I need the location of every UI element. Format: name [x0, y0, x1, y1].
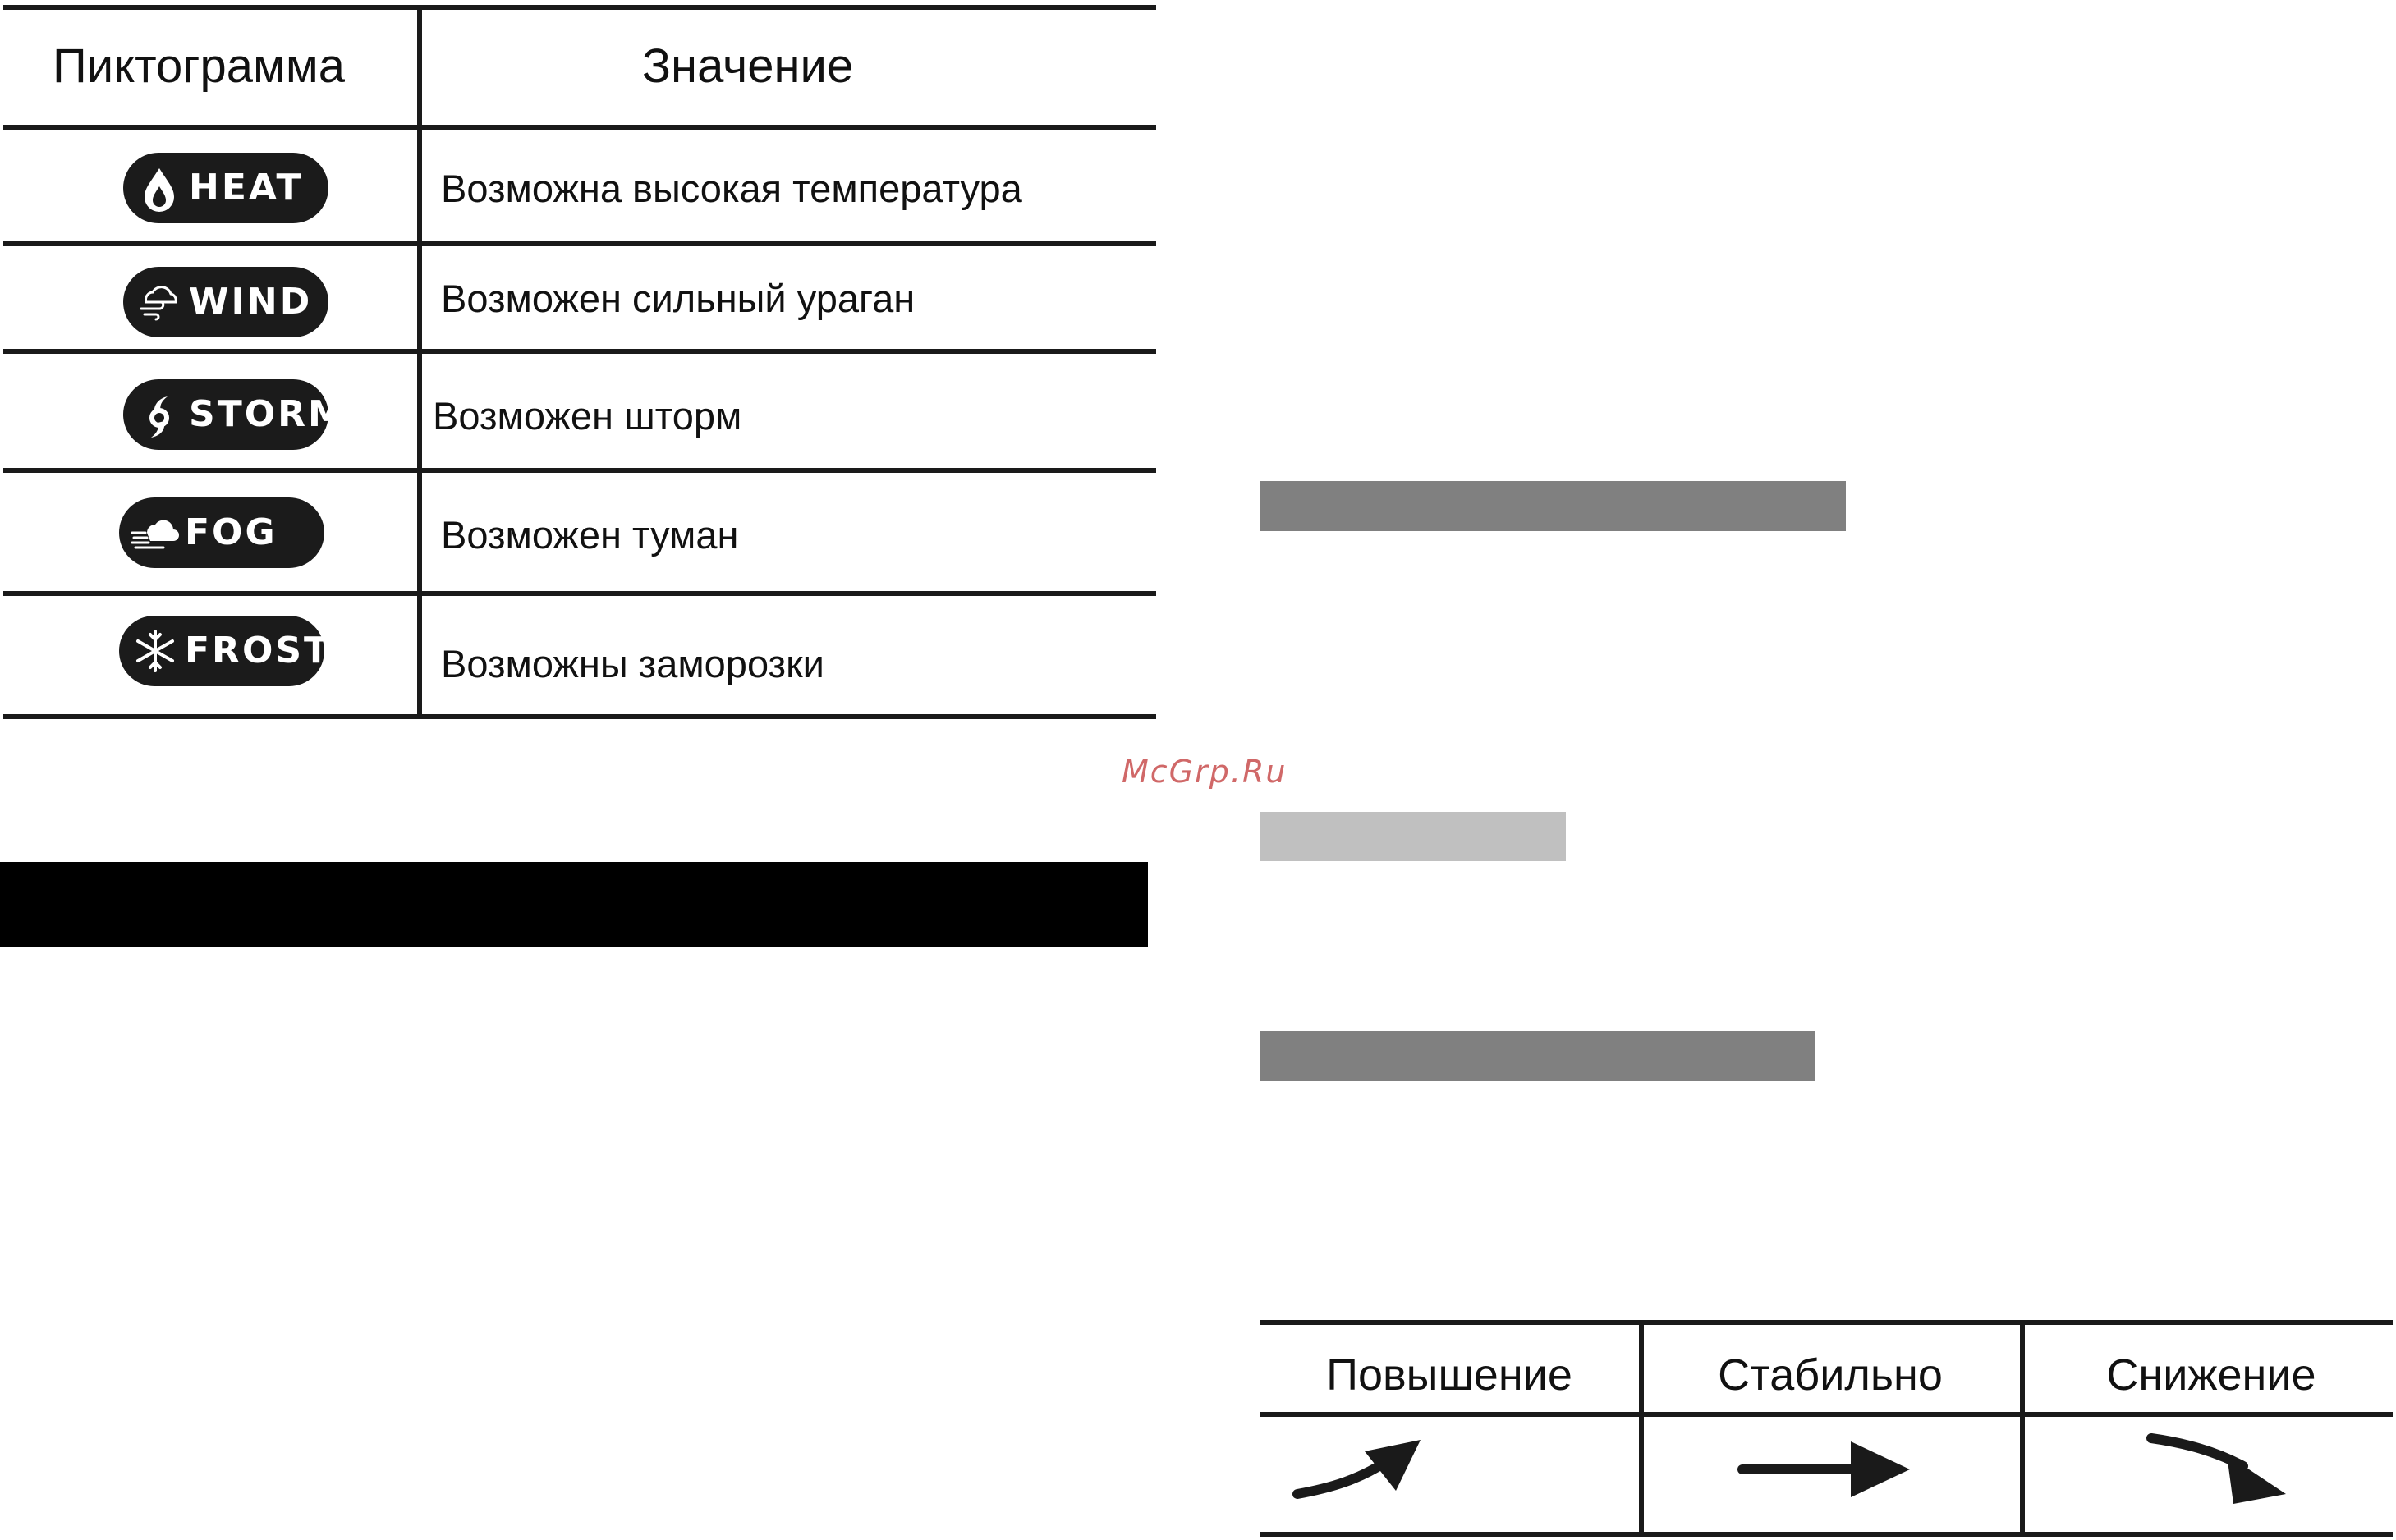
- arrow-right-icon: [1736, 1435, 1916, 1509]
- fog-badge-label: FOG: [185, 511, 278, 553]
- table-bottom-rule: [3, 714, 1156, 719]
- storm-badge-label: STORM: [189, 393, 347, 435]
- fog-badge: [119, 497, 324, 568]
- grey-bar: [1260, 812, 1566, 861]
- grey-bar: [1260, 1031, 1815, 1081]
- table-header-rule: [3, 125, 1156, 130]
- table-row-rule: [3, 241, 1156, 246]
- meaning-heat: Возможна высокая температура: [441, 167, 1022, 210]
- meaning-frost: Возможны заморозки: [441, 642, 824, 685]
- storm-icon: [135, 390, 184, 439]
- heat-badge-label: HEAT: [189, 167, 304, 209]
- frost-icon: [131, 626, 180, 676]
- table-row-rule: [3, 349, 1156, 354]
- meaning-wind: Возможен сильный ураган: [441, 277, 916, 320]
- trend-column-divider: [2020, 1322, 2025, 1537]
- table-column-divider: [417, 8, 422, 718]
- wind-badge: [123, 267, 328, 337]
- trend-table: [1260, 1313, 2396, 1540]
- trend-bottom-rule: [1260, 1532, 2393, 1537]
- redaction-bar: [0, 862, 1148, 947]
- wind-icon: [135, 277, 184, 327]
- arrow-down-right-icon: [2145, 1430, 2325, 1520]
- header-meaning: Значение: [642, 39, 854, 93]
- pictogram-table: [0, 0, 1158, 722]
- header-pictogram: Пиктограмма: [53, 39, 345, 93]
- meaning-fog: Возможен туман: [441, 513, 739, 557]
- frost-badge: [119, 616, 332, 686]
- arrow-up-right-icon: [1292, 1428, 1457, 1519]
- trend-header-rule: [1260, 1412, 2393, 1417]
- trend-column-divider: [1639, 1322, 1644, 1537]
- grey-bar: [1260, 481, 1846, 531]
- table-row-rule: [3, 468, 1156, 473]
- trend-header-falling: Снижение: [2106, 1350, 2316, 1400]
- meaning-storm: Возможен шторм: [433, 394, 742, 438]
- heat-badge: [123, 153, 328, 223]
- frost-badge-label: FROST: [185, 630, 332, 671]
- storm-badge: [123, 379, 347, 450]
- fog-icon: [131, 508, 180, 557]
- trend-header-steady: Стабильно: [1718, 1350, 1943, 1400]
- trend-header-rising: Повышение: [1326, 1350, 1572, 1400]
- table-top-rule: [3, 5, 1156, 10]
- watermark: McGrp.Ru: [1122, 754, 1288, 790]
- table-row-rule: [3, 591, 1156, 596]
- wind-badge-label: WIND: [189, 281, 313, 323]
- heat-icon: [135, 163, 184, 213]
- trend-top-rule: [1260, 1320, 2393, 1325]
